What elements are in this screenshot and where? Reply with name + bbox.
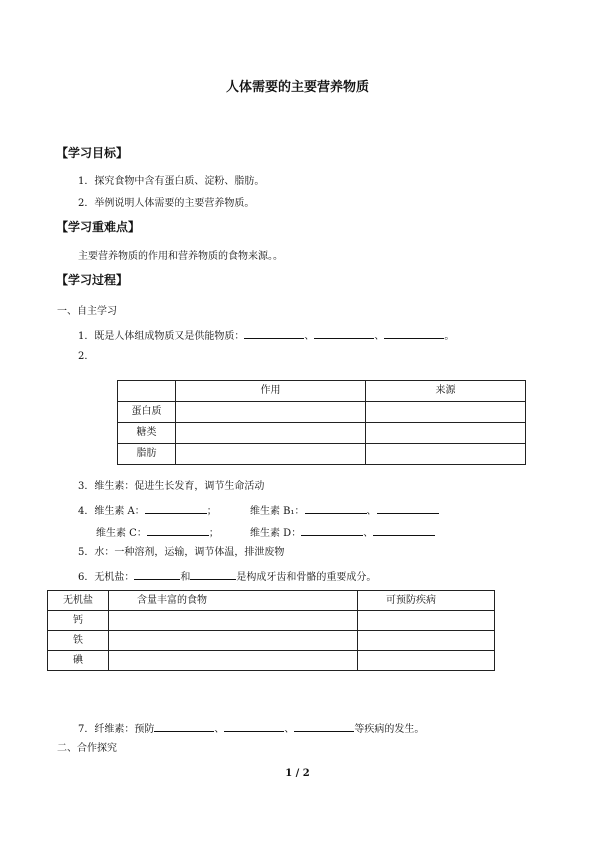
question-1 xyxy=(78,327,454,344)
nutrient-table xyxy=(117,380,526,465)
answer-blank[interactable] xyxy=(145,502,207,514)
question-4-line-1 xyxy=(78,502,217,519)
question-4-line-2 xyxy=(96,524,219,541)
separator: 、 xyxy=(214,724,225,735)
table-row xyxy=(118,444,526,465)
table-cell[interactable] xyxy=(358,611,495,631)
mineral-table xyxy=(47,590,495,671)
table-row xyxy=(118,402,526,423)
question-6-rest: 是构成牙齿和骨骼的重要成分。 xyxy=(236,572,377,583)
separator: ； xyxy=(206,506,217,517)
table-header-cell: 含量丰富的食物 xyxy=(109,591,358,611)
answer-blank[interactable] xyxy=(224,720,284,732)
question-7-rest: 等疾病的发生。 xyxy=(354,724,425,735)
answer-blank[interactable] xyxy=(154,720,214,732)
objectives-heading: 【学习目标】 xyxy=(56,146,129,160)
table-header-cell xyxy=(118,381,176,402)
table-header-row xyxy=(118,381,526,402)
separator: 、 xyxy=(304,331,315,342)
part2-heading: 二、合作探究 xyxy=(57,743,117,754)
answer-blank[interactable] xyxy=(147,524,209,536)
answer-blank[interactable] xyxy=(373,524,435,536)
question-7-text: 7．纤维素：预防 xyxy=(78,724,155,735)
keypoints-text: 主要营养物质的作用和营养物质的食物来源。。 xyxy=(78,251,283,262)
table-cell[interactable] xyxy=(109,611,358,631)
table-header-cell: 来源 xyxy=(366,381,526,402)
question-7 xyxy=(78,720,424,737)
table-header-cell: 无机盐 xyxy=(48,591,109,611)
table-header-cell: 可预防疾病 xyxy=(358,591,495,611)
table-cell[interactable] xyxy=(176,444,366,465)
page-number: 1 / 2 xyxy=(285,768,310,779)
separator: 、 xyxy=(366,506,377,517)
row-label: 铁 xyxy=(48,631,109,651)
vitamin-a-label: 4．维生素 A： xyxy=(78,506,145,517)
row-label: 蛋白质 xyxy=(118,402,176,423)
question-2-number: 2． xyxy=(78,351,95,362)
answer-blank[interactable] xyxy=(384,327,444,339)
row-label: 碘 xyxy=(48,651,109,671)
table-cell[interactable] xyxy=(109,631,358,651)
vitamin-b1-label: 维生素 B₁： xyxy=(250,506,305,517)
row-label: 糖类 xyxy=(118,423,176,444)
question-6 xyxy=(78,568,376,585)
objective-item-1: 1．探究食物中含有蛋白质、淀粉、脂肪。 xyxy=(78,176,265,187)
separator: 和 xyxy=(180,572,191,583)
question-3: 3．维生素：促进生长发育，调节生命活动 xyxy=(78,481,265,492)
question-5: 5．水：一种溶剂，运输，调节体温，排泄废物 xyxy=(78,547,285,558)
page-title: 人体需要的主要营养物质 xyxy=(225,80,369,95)
question-6-text: 6．无机盐： xyxy=(78,572,135,583)
keypoints-heading: 【学习重难点】 xyxy=(56,220,141,234)
row-label: 脂肪 xyxy=(118,444,176,465)
table-row xyxy=(48,611,495,631)
answer-blank[interactable] xyxy=(294,720,354,732)
table-cell[interactable] xyxy=(358,651,495,671)
answer-blank[interactable] xyxy=(301,524,363,536)
separator: 、 xyxy=(284,724,295,735)
table-cell[interactable] xyxy=(109,651,358,671)
table-cell[interactable] xyxy=(366,423,526,444)
table-cell[interactable] xyxy=(366,444,526,465)
table-cell[interactable] xyxy=(366,402,526,423)
table-header-row xyxy=(48,591,495,611)
vitamin-d-label: 维生素 D： xyxy=(250,528,302,539)
answer-blank[interactable] xyxy=(305,502,367,514)
table-row xyxy=(48,651,495,671)
answer-blank[interactable] xyxy=(314,327,374,339)
table-header-cell: 作用 xyxy=(176,381,366,402)
question-4-line-1b xyxy=(250,502,439,519)
table-cell[interactable] xyxy=(176,423,366,444)
answer-blank[interactable] xyxy=(377,502,439,514)
answer-blank[interactable] xyxy=(190,568,236,580)
separator: 。 xyxy=(444,331,455,342)
question-4-line-2b xyxy=(250,524,435,541)
vitamin-c-label: 维生素 C： xyxy=(96,528,147,539)
objective-item-2: 2．举例说明人体需要的主要营养物质。 xyxy=(78,198,255,209)
part1-heading: 一、自主学习 xyxy=(57,306,117,317)
table-row xyxy=(118,423,526,444)
separator: 、 xyxy=(363,528,374,539)
process-heading: 【学习过程】 xyxy=(56,273,129,287)
answer-blank[interactable] xyxy=(244,327,304,339)
separator: 、 xyxy=(374,331,385,342)
row-label: 钙 xyxy=(48,611,109,631)
answer-blank[interactable] xyxy=(134,568,180,580)
question-1-text: 1．既是人体组成物质又是供能物质： xyxy=(78,331,245,342)
table-cell[interactable] xyxy=(358,631,495,651)
separator: ； xyxy=(208,528,219,539)
table-row xyxy=(48,631,495,651)
table-cell[interactable] xyxy=(176,402,366,423)
